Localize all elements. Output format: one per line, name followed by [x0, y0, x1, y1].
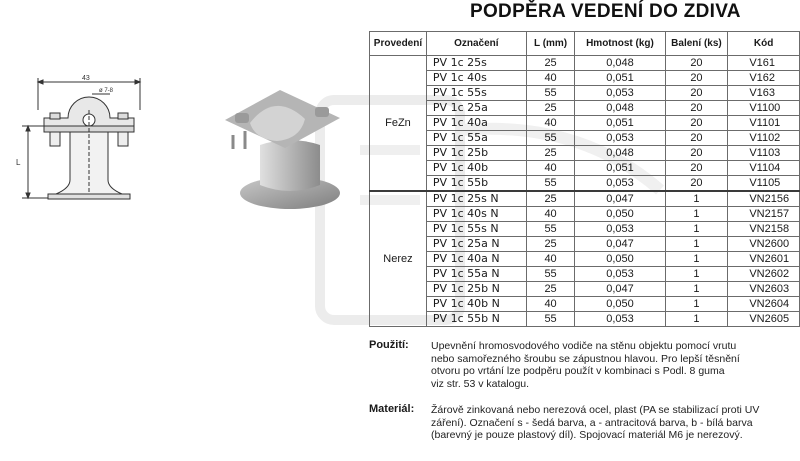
cell-designation: PV 1c 55b N	[426, 312, 526, 327]
table-row	[370, 161, 800, 176]
cell-length: 55	[526, 267, 575, 282]
cell-package: 1	[665, 237, 728, 252]
cell-code: V1101	[728, 116, 800, 131]
cell-length: 40	[526, 71, 575, 86]
cell-weight: 0,053	[575, 86, 665, 101]
cell-length: 25	[526, 56, 575, 71]
cell-weight: 0,053	[575, 222, 665, 237]
cell-weight: 0,053	[575, 312, 665, 327]
cell-code: VN2602	[728, 267, 800, 282]
cell-designation: PV 1c 40s N	[426, 207, 526, 222]
cell-length: 40	[526, 297, 575, 312]
cell-code: VN2604	[728, 297, 800, 312]
cell-code: V1100	[728, 101, 800, 116]
cell-package: 1	[665, 282, 728, 297]
cell-code: VN2601	[728, 252, 800, 267]
cell-designation: PV 1c 25b N	[426, 282, 526, 297]
table-row	[370, 56, 800, 71]
cell-code: VN2156	[728, 191, 800, 207]
usage-line: otvoru po vrtání lze podpěru použít v kombinaci s Podl. 8 guma	[431, 365, 725, 377]
cell-length: 40	[526, 207, 575, 222]
cell-weight: 0,050	[575, 297, 665, 312]
cell-package: 1	[665, 297, 728, 312]
page-title: PODPĚRA VEDENÍ DO ZDIVA	[470, 1, 741, 22]
cell-package: 1	[665, 312, 728, 327]
cell-package: 20	[665, 131, 728, 146]
cell-length: 25	[526, 191, 575, 207]
cell-designation: PV 1c 40b	[426, 161, 526, 176]
group-label: Nerez	[370, 191, 427, 327]
product-photo	[205, 75, 355, 215]
usage-text	[431, 340, 740, 390]
cell-weight: 0,047	[575, 237, 665, 252]
cell-package: 1	[665, 191, 728, 207]
header-package: Balení (ks)	[665, 32, 728, 56]
header-code: Kód	[728, 32, 800, 56]
cell-length: 55	[526, 222, 575, 237]
table-row	[370, 86, 800, 101]
cell-package: 1	[665, 252, 728, 267]
header-variant: Provedení	[370, 32, 427, 56]
material-line: (barevný je pouze plastový díl). Spojovací materiál M6 je nerezový.	[431, 429, 743, 441]
cell-weight: 0,053	[575, 176, 665, 192]
cell-code: VN2158	[728, 222, 800, 237]
cell-length: 40	[526, 161, 575, 176]
cell-length: 40	[526, 116, 575, 131]
cell-weight: 0,051	[575, 161, 665, 176]
cell-package: 20	[665, 116, 728, 131]
cell-weight: 0,053	[575, 267, 665, 282]
table-row	[370, 237, 800, 252]
length-dimension-label: L	[16, 158, 21, 167]
table-row	[370, 116, 800, 131]
cell-code: VN2600	[728, 237, 800, 252]
usage-line: Upevnění hromosvodového vodiče na stěnu objektu pomocí vrutu	[431, 340, 737, 352]
cell-length: 25	[526, 101, 575, 116]
table-row	[370, 252, 800, 267]
cell-length: 25	[526, 282, 575, 297]
cell-designation: PV 1c 25a N	[426, 237, 526, 252]
cell-length: 55	[526, 176, 575, 192]
cell-package: 20	[665, 176, 728, 192]
cell-code: VN2603	[728, 282, 800, 297]
width-dimension-label: 43	[82, 75, 90, 82]
table-row	[370, 191, 800, 207]
table-row	[370, 71, 800, 86]
cell-designation: PV 1c 55a	[426, 131, 526, 146]
cell-package: 20	[665, 86, 728, 101]
cell-package: 20	[665, 71, 728, 86]
cell-length: 40	[526, 252, 575, 267]
cell-code: VN2157	[728, 207, 800, 222]
cell-weight: 0,053	[575, 131, 665, 146]
cell-package: 20	[665, 146, 728, 161]
cell-code: VN2605	[728, 312, 800, 327]
table-row	[370, 146, 800, 161]
material-text	[431, 404, 759, 442]
cell-length: 25	[526, 237, 575, 252]
cell-designation: PV 1c 40a N	[426, 252, 526, 267]
header-weight: Hmotnost (kg)	[575, 32, 665, 56]
cell-weight: 0,051	[575, 71, 665, 86]
cell-package: 20	[665, 56, 728, 71]
cell-code: V1102	[728, 131, 800, 146]
table-row	[370, 131, 800, 146]
usage-label: Použití:	[369, 339, 409, 351]
cell-designation: PV 1c 25b	[426, 146, 526, 161]
hole-dimension-label: ø 7-8	[99, 88, 114, 94]
material-label: Materiál:	[369, 403, 415, 415]
cell-package: 1	[665, 222, 728, 237]
cell-package: 1	[665, 267, 728, 282]
cell-weight: 0,050	[575, 207, 665, 222]
cell-weight: 0,050	[575, 252, 665, 267]
cell-code: V163	[728, 86, 800, 101]
cell-code: V161	[728, 56, 800, 71]
cell-package: 1	[665, 207, 728, 222]
cell-weight: 0,051	[575, 116, 665, 131]
cell-designation: PV 1c 55b	[426, 176, 526, 192]
usage-line: nebo samořezného šroubu se zápustnou hlavou. Pro lepší těsnění	[431, 352, 740, 365]
cell-package: 20	[665, 161, 728, 176]
header-designation: Označení	[426, 32, 526, 56]
group-label: FeZn	[370, 56, 427, 192]
table-header-row	[370, 32, 800, 56]
table-row	[370, 282, 800, 297]
table-row	[370, 207, 800, 222]
cell-length: 25	[526, 146, 575, 161]
cell-weight: 0,048	[575, 101, 665, 116]
cell-designation: PV 1c 25s	[426, 56, 526, 71]
cell-weight: 0,047	[575, 282, 665, 297]
cell-designation: PV 1c 55s N	[426, 222, 526, 237]
cell-package: 20	[665, 101, 728, 116]
cell-code: V1104	[728, 161, 800, 176]
cell-weight: 0,048	[575, 56, 665, 71]
table-row	[370, 176, 800, 192]
cell-length: 55	[526, 86, 575, 101]
table-row	[370, 101, 800, 116]
cell-designation: PV 1c 25a	[426, 101, 526, 116]
material-line: Žárově zinkovaná nebo nerezová ocel, plast (PA se stabilizací proti UV	[431, 404, 760, 416]
table-row	[370, 312, 800, 327]
technical-drawing	[10, 70, 160, 210]
cell-code: V1103	[728, 146, 800, 161]
header-length: L (mm)	[526, 32, 575, 56]
cell-weight: 0,047	[575, 191, 665, 207]
cell-designation: PV 1c 55a N	[426, 267, 526, 282]
cell-length: 55	[526, 131, 575, 146]
cell-designation: PV 1c 40s	[426, 71, 526, 86]
table-row	[370, 297, 800, 312]
cell-code: V162	[728, 71, 800, 86]
table-row	[370, 267, 800, 282]
usage-line: viz str. 53 v katalogu.	[431, 377, 530, 390]
cell-length: 55	[526, 312, 575, 327]
specification-table	[369, 31, 800, 327]
cell-designation: PV 1c 25s N	[426, 191, 526, 207]
cell-code: V1105	[728, 176, 800, 192]
material-line: záření). Označení s - šedá barva, a - antracitová barva, b - bílá barva	[431, 416, 753, 429]
table-row	[370, 222, 800, 237]
cell-weight: 0,048	[575, 146, 665, 161]
cell-designation: PV 1c 40a	[426, 116, 526, 131]
cell-designation: PV 1c 40b N	[426, 297, 526, 312]
cell-designation: PV 1c 55s	[426, 86, 526, 101]
